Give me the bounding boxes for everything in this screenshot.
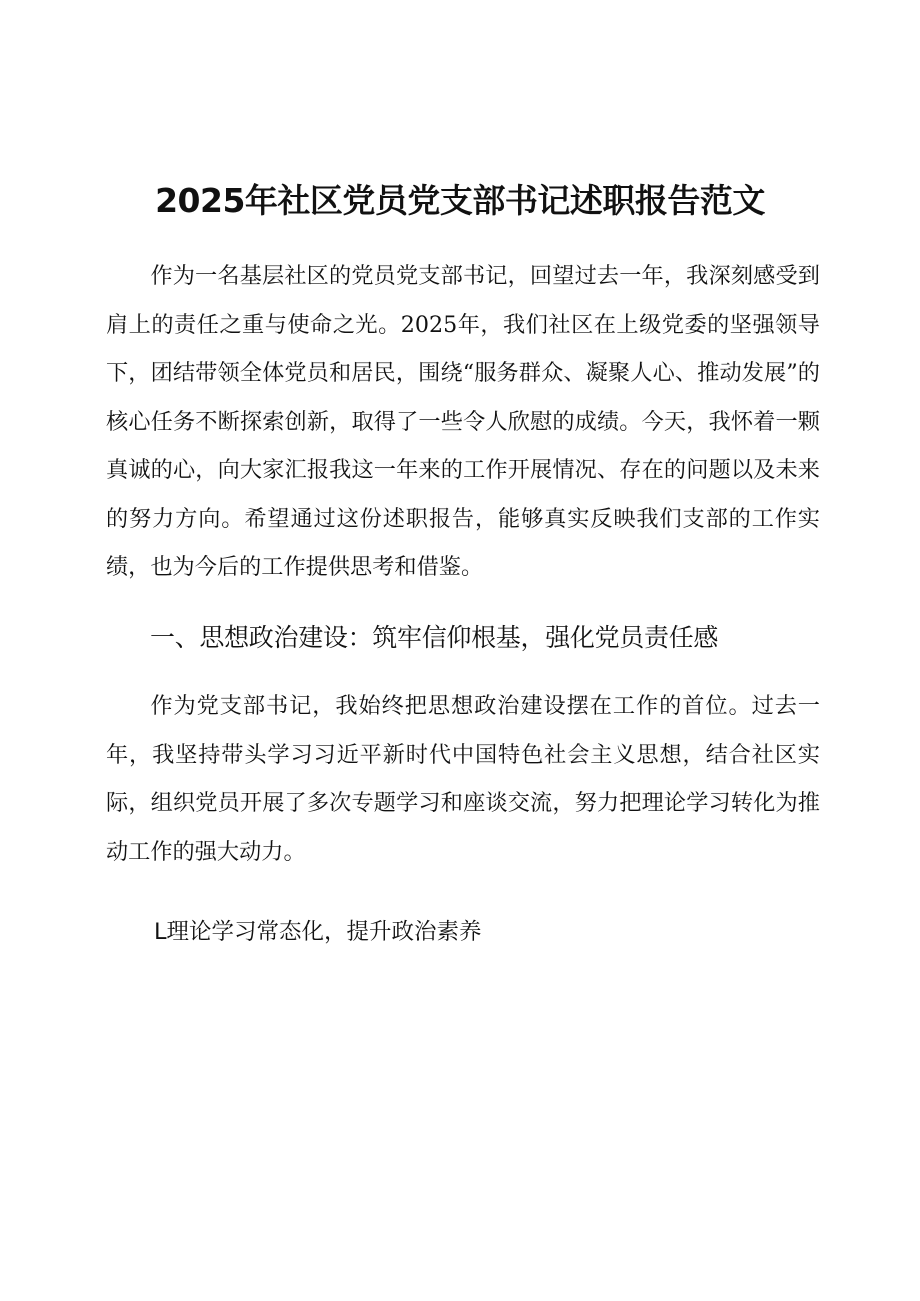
section-heading-1: 一、思想政治建设：筑牢信仰根基，强化党员责任感: [150, 623, 719, 652]
subsection-heading-1: L理论学习常态化，提升政治素养: [154, 919, 482, 945]
document-title: 2025年社区党员党支部书记述职报告范文: [155, 181, 765, 220]
section-1-paragraph: 作为党支部书记，我始终把思想政治建设摆在工作的首位。过去一年，我坚持带头学习习近平新时代中国特色社会主义思想，结合社区实际，组织党员开展了多次专题学习和座谈交流，努力把理论学习转化为推动工作的强大动力。: [106, 693, 820, 865]
intro-paragraph: 作为一名基层社区的党员党支部书记，回望过去一年，我深刻感受到肩上的责任之重与使命之光。2025年，我们社区在上级党委的坚强领导下，团结带领全体党员和居民，围绕“服务群众、凝聚人心、推动发展”的核心任务不断探索创新，取得了一些令人欣慰的成绩。今天，我怀着一颗真诚的心，向大家汇报我这一年来的工作开展情况、存在的问题以及未来的努力方向。希望通过这份述职报告，能够真实反映我们支部的工作实绩，也为今后的工作提供思考和借鉴。: [106, 263, 820, 580]
